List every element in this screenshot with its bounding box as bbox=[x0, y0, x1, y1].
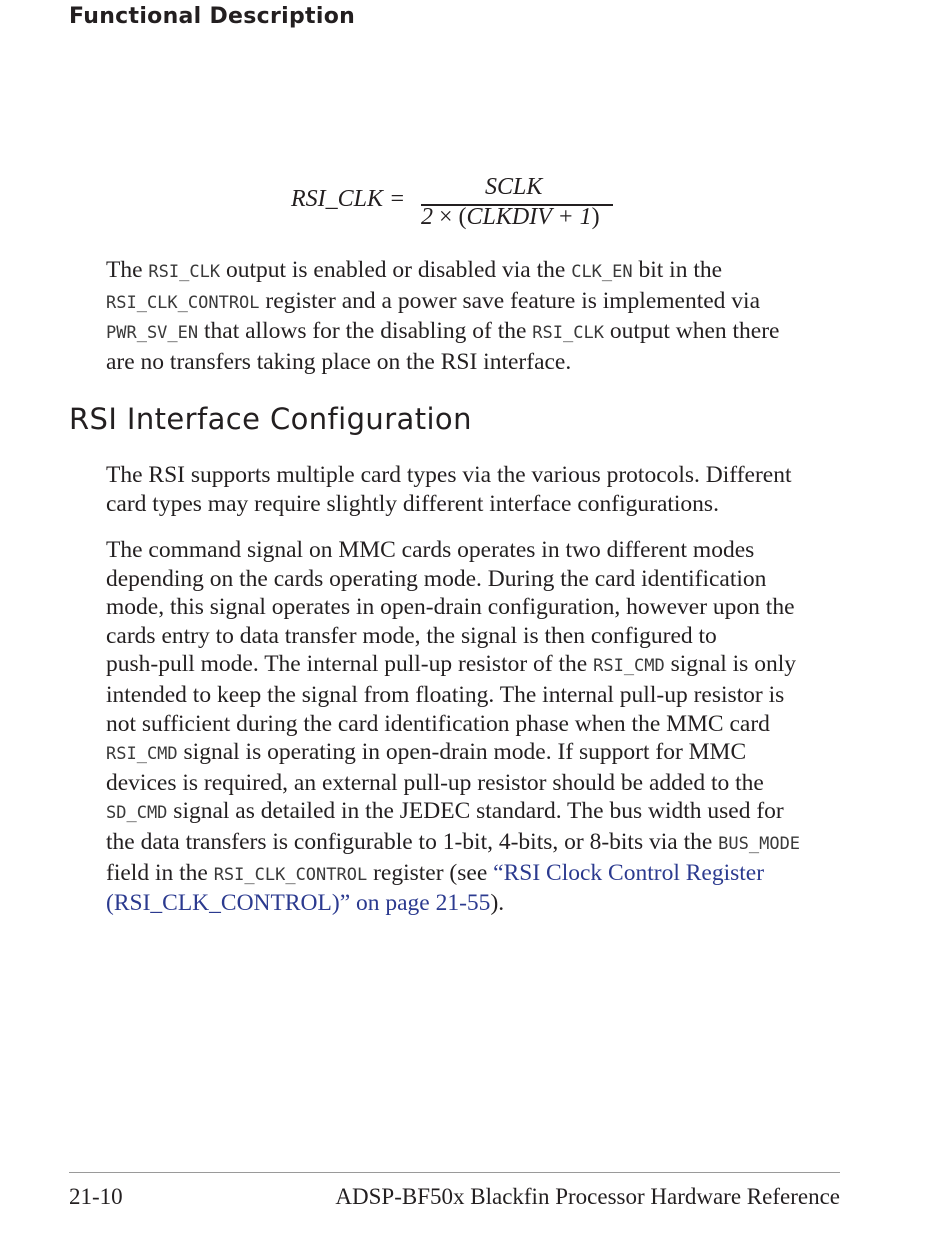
text-line: The RSI supports multiple card types via the various protocols. Different bbox=[106, 462, 792, 488]
footer-divider bbox=[69, 1172, 840, 1173]
equation-lhs: RSI_CLK = bbox=[291, 186, 406, 212]
paragraph-card-types bbox=[106, 461, 846, 518]
page-number: 21-10 bbox=[69, 1184, 123, 1209]
code-rsi-clk-control: RSI_CLK_CONTROL bbox=[213, 864, 368, 885]
paragraph-clock-enable bbox=[106, 256, 846, 376]
text-line: The command signal on MMC cards operates in two different modes bbox=[106, 537, 755, 563]
code-rsi-clk: RSI_CLK bbox=[532, 323, 604, 344]
document-title: ADSP-BF50x Blackfin Processor Hardware Reference bbox=[335, 1184, 840, 1209]
den-close: ) bbox=[591, 204, 600, 230]
text: field in the bbox=[106, 859, 214, 886]
code-rsi-cmd: RSI_CMD bbox=[593, 656, 665, 677]
cross-reference-link[interactable]: “RSI Clock Control Register bbox=[493, 859, 765, 886]
text: output is enabled or disabled via the bbox=[220, 257, 572, 283]
paragraph-command-signal bbox=[106, 536, 846, 918]
text: output when there bbox=[603, 318, 780, 345]
text: the data transfers is configurable to 1-bit, 4-bits, or 8-bits via the bbox=[106, 828, 719, 855]
code-rsi-clk-control: RSI_CLK_CONTROL bbox=[106, 292, 260, 313]
text-line: devices is required, an external pull-up resistor should be added to the bbox=[106, 769, 764, 796]
den-two: 2 bbox=[421, 204, 433, 230]
text: bit in the bbox=[632, 257, 723, 283]
text: signal is only bbox=[664, 651, 796, 678]
text-line: are no transfers taking place on the RSI interface. bbox=[106, 348, 572, 375]
cross-reference-link[interactable]: (RSI_CLK_CONTROL)” on page 21-55 bbox=[106, 890, 491, 917]
den-open: ( bbox=[458, 204, 467, 230]
code-sd-cmd: SD_CMD bbox=[106, 803, 168, 824]
equation-numerator: SCLK bbox=[485, 174, 543, 200]
text: ). bbox=[490, 890, 505, 917]
text: push-pull mode. The internal pull-up resistor of the bbox=[106, 651, 594, 678]
text: The bbox=[106, 257, 149, 283]
text: register (see bbox=[367, 859, 494, 886]
equation-denominator bbox=[421, 204, 600, 231]
text: that allows for the disabling of the bbox=[198, 318, 533, 345]
text-line: intended to keep the signal from floating. The internal pull-up resistor is bbox=[106, 681, 785, 708]
den-times: × bbox=[439, 204, 453, 230]
code-rsi-cmd: RSI_CMD bbox=[106, 744, 178, 765]
section-heading: RSI Interface Configuration bbox=[69, 402, 472, 436]
text: register and a power save feature is implemented via bbox=[259, 287, 761, 314]
text-line: not sufficient during the card identification phase when the MMC card bbox=[106, 710, 770, 737]
text: signal is operating in open-drain mode. If support for MMC bbox=[177, 739, 747, 766]
den-var: CLKDIV + 1 bbox=[466, 204, 592, 230]
code-bus-mode: BUS_MODE bbox=[718, 833, 801, 854]
text-line: mode, this signal operates in open-drain configuration, however upon the bbox=[106, 594, 795, 621]
code-pwr-sv-en: PWR_SV_EN bbox=[106, 323, 199, 344]
text-line: cards entry to data transfer mode, the signal is then configured to bbox=[106, 622, 717, 649]
clock-equation bbox=[291, 172, 621, 236]
text-line: depending on the cards operating mode. During the card identification bbox=[106, 565, 767, 592]
text: signal as detailed in the JEDEC standard. The bus width used for bbox=[167, 798, 784, 825]
running-header: Functional Description bbox=[69, 4, 356, 29]
text-line: card types may require slightly different interface configurations. bbox=[106, 490, 719, 517]
code-rsi-clk: RSI_CLK bbox=[148, 262, 221, 282]
code-clk-en: CLK_EN bbox=[571, 262, 633, 282]
